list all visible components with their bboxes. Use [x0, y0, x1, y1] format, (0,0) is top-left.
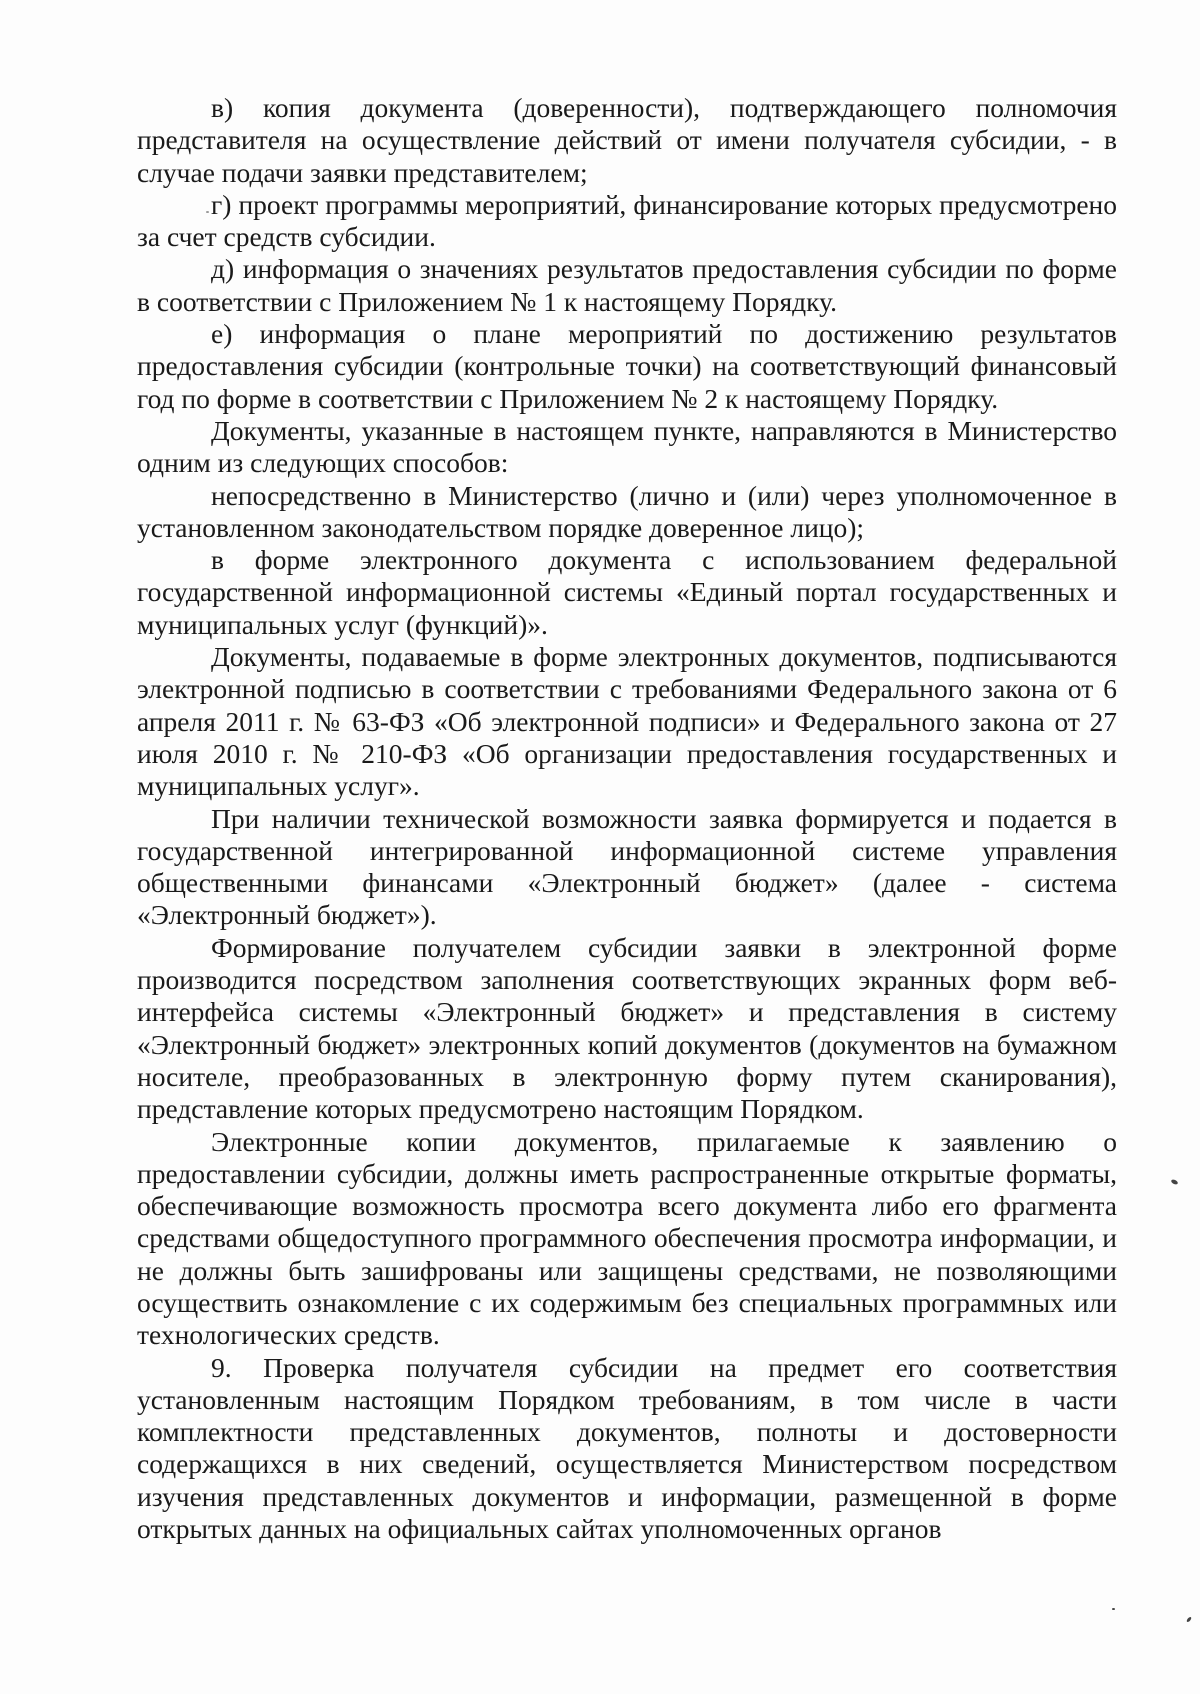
paragraph-electronic-copies: Электронные копии документов, прилагаемые к заявлению о предоставлении субсидии, должны иметь распространенные открытые форматы, обеспечивающие возможность просмотра всего документа либо его фрагмента средствами общедоступного программного обеспечения просмотра информации, и не должны быть зашифрованы или защищены средствами, не позволяющими осуществить ознакомление с их содержимым без специальных программных или технологических средств. — [137, 1125, 1117, 1351]
paragraph-web-interface: Формирование получателем субсидии заявки в электронной форме производится посредством заполнения соответствующих экранных форм веб-интерфейса системы «Электронный бюджет» и представления в систему «Электронный бюджет» электронных копий документов (документов на бумажном носителе, преобразованных в электронную форму путем сканирования), представление которых предусмотрено настоящим Порядком. — [137, 931, 1117, 1125]
paragraph-electronic-budget: При наличии технической возможности заявка формируется и подается в государственной интегрированной информационной системе управления общественными финансами «Электронный бюджет» (далее - система «Электронный бюджет»). — [137, 802, 1117, 931]
paragraph-item-e: е) информация о плане мероприятий по достижению результатов предоставления субсидии (контрольные точки) на соответствующий финансовый год по форме в соответствии с Приложением № 2 к настоящему Порядку. — [137, 318, 1117, 414]
paragraph-electronic-signature: Документы, подаваемые в форме электронных документов, подписываются электронной подписью в соответствии с требованиями Федерального закона от 6 апреля 2011 г. № 63-ФЗ «Об электронной подписи» и Федерального закона от 27 июля 2010 г. № 210-ФЗ «Об организации предоставления государственных и муниципальных услуг». — [137, 641, 1117, 802]
paragraph-method-electronic: в форме электронного документа с использованием федеральной государственной информационной системы «Единый портал государственных и муниципальных услуг (функций)». — [137, 544, 1117, 640]
paragraph-method-in-person: непосредственно в Министерство (лично и (или) через уполномоченное в установленном законодательством порядке доверенное лицо); — [137, 479, 1117, 543]
scan-speck — [206, 211, 209, 213]
paragraph-item-g: г) проект программы мероприятий, финансирование которых предусмотрено за счет средств субсидии. — [137, 188, 1117, 253]
scan-speck — [1112, 1608, 1115, 1610]
paragraph-item-v: в) копия документа (доверенности), подтверждающего полномочия представителя на осуществление действий от имени получателя субсидии, - в случае подачи заявки представителем; — [137, 92, 1117, 188]
scan-speck — [1186, 1616, 1192, 1623]
paragraph-section-9: 9. Проверка получателя субсидии на предмет его соответствия установленным настоящим Порядком требованиям, в том числе в части комплектности представленных документов, полноты и достоверности содержащихся в них сведений, осуществляется Министерством посредством изучения представленных документов и информации, размещенной в форме открытых данных на официальных сайтах уполномоченных органов — [137, 1351, 1117, 1545]
document-body — [137, 92, 1117, 1545]
paragraph-item-d: д) информация о значениях результатов предоставления субсидии по форме в соответствии с Приложением № 1 к настоящему Порядку. — [137, 253, 1117, 317]
scan-speck — [1170, 1179, 1178, 1186]
paragraph-submission-methods: Документы, указанные в настоящем пункте, направляются в Министерство одним из следующих способов: — [137, 414, 1117, 479]
